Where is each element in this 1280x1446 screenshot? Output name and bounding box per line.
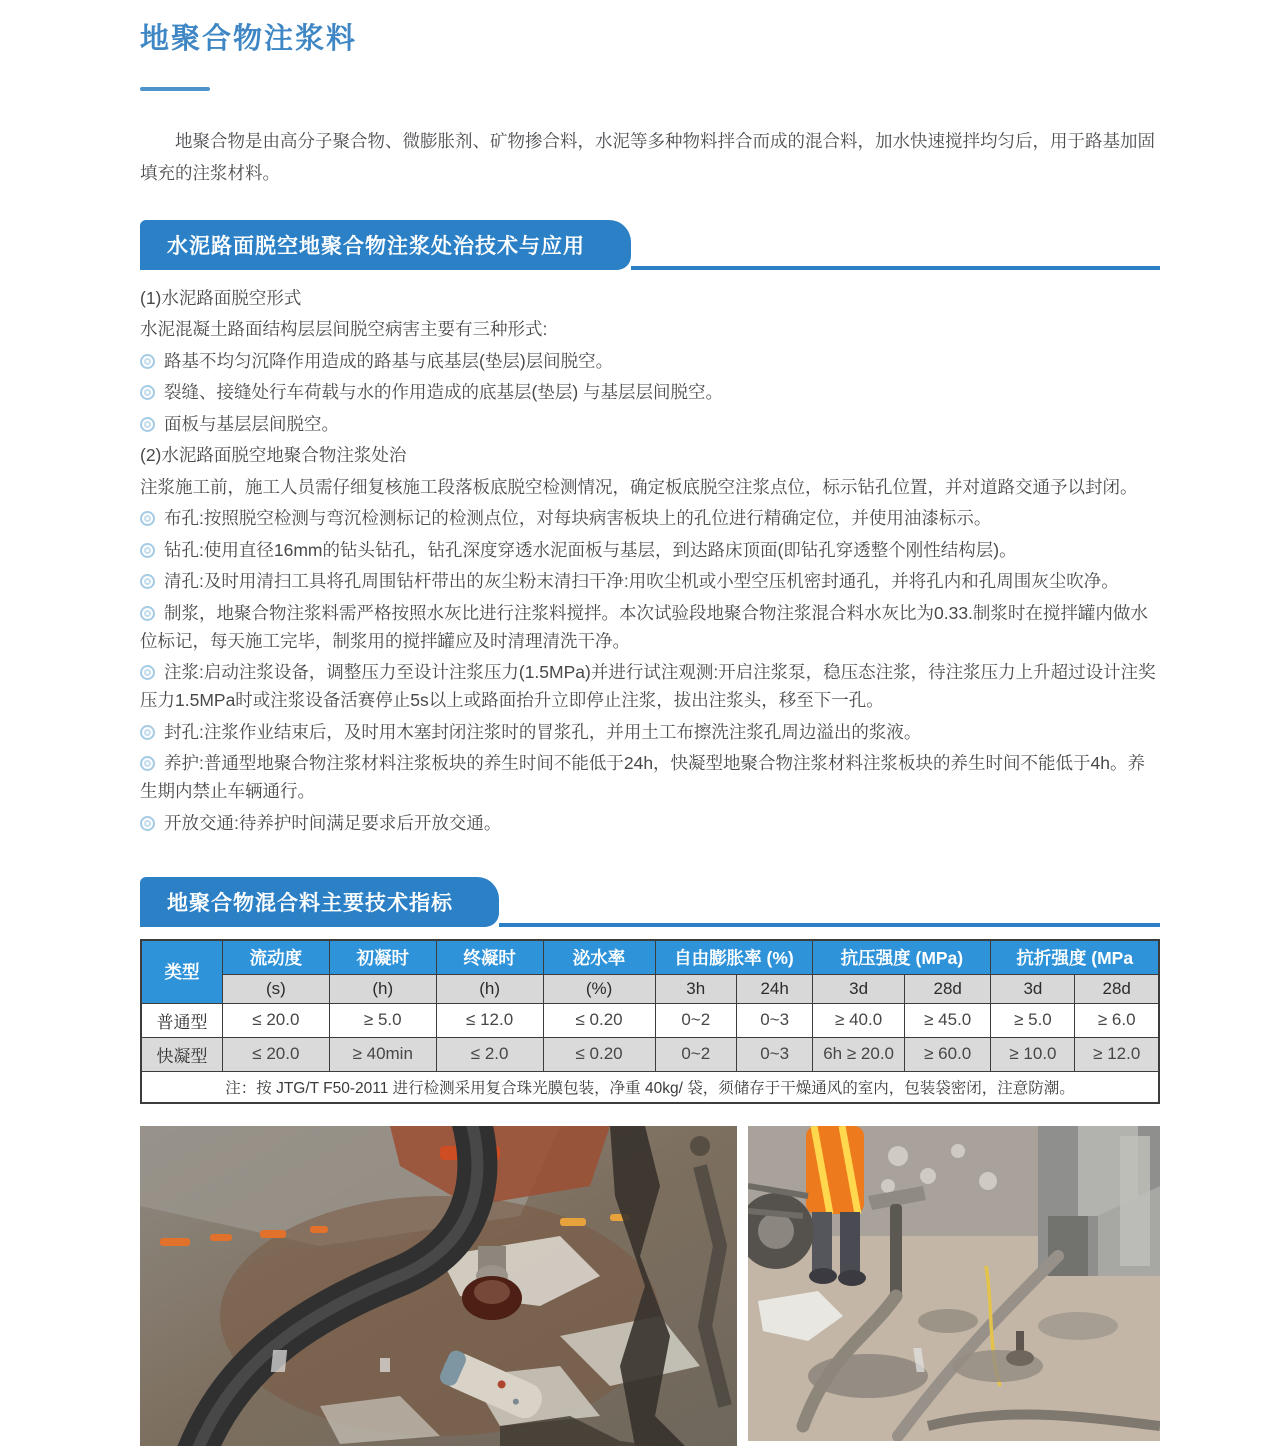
grouting-site-illustration bbox=[748, 1126, 1160, 1441]
col-header-free-expansion: 自由膨胀率 (%) bbox=[655, 940, 813, 975]
ring-bullet-icon bbox=[140, 511, 155, 526]
ring-bullet-icon bbox=[140, 354, 155, 369]
list-item bbox=[140, 749, 1160, 805]
section1-body bbox=[140, 284, 1160, 837]
list-item bbox=[140, 315, 1160, 343]
list-item-text: 路基不均匀沉降作用造成的路基与底基层(垫层)层间脱空。 bbox=[164, 350, 614, 371]
title-underline bbox=[140, 87, 210, 91]
cell: ≤ 2.0 bbox=[436, 1037, 543, 1071]
cell: ≥ 40.0 bbox=[813, 1003, 905, 1037]
page-title: 地聚合物注浆料 bbox=[140, 23, 358, 55]
section1-banner: 水泥路面脱空地聚合物注浆处治技术与应用 bbox=[140, 220, 631, 270]
col-header-compressive: 抗压强度 (MPa) bbox=[813, 940, 991, 975]
ring-bullet-icon bbox=[140, 385, 155, 400]
list-item bbox=[140, 599, 1160, 655]
cell: ≥ 45.0 bbox=[904, 1003, 991, 1037]
table-row-normal-type bbox=[141, 1003, 1159, 1037]
list-item-text: 清孔:及时用清扫工具将孔周围钻杆带出的灰尘粉末清扫干净:用吹尘机或小型空压机密封通孔，并将孔内和孔周围灰尘吹净。 bbox=[164, 571, 1119, 592]
list-item-text: 布孔:按照脱空检测与弯沉检测标记的检测点位，对每块病害板块上的孔位进行精确定位，并使用油漆标示。 bbox=[164, 508, 992, 529]
unit-header: (s) bbox=[222, 974, 329, 1003]
next-page-bleed-artifact bbox=[380, 1358, 390, 1372]
photo-grout-injection-hole bbox=[140, 1126, 737, 1446]
ring-bullet-icon bbox=[140, 574, 155, 589]
table-row-fast-set-type bbox=[141, 1037, 1159, 1071]
section2-banner: 地聚合物混合料主要技术指标 bbox=[140, 877, 499, 927]
list-item bbox=[140, 473, 1160, 501]
list-item bbox=[140, 809, 1160, 837]
list-item bbox=[140, 284, 1160, 312]
cell: ≥ 40min bbox=[329, 1037, 436, 1071]
list-item-text: 开放交通:待养护时间满足要求后开放交通。 bbox=[164, 812, 502, 833]
list-item-text: 注浆:启动注浆设备，调整压力至设计注浆压力(1.5MPa)并进行试注观测:开启注浆泵，稳压态注浆，待注浆压力上升超过设计注奖压力1.5MPa时或注浆设备活赛停止5s以上或路面抬升立即停止注浆，拔出注浆头，移至下一孔。 bbox=[140, 662, 1156, 711]
page-content bbox=[140, 0, 1160, 1446]
cell: ≥ 10.0 bbox=[991, 1037, 1075, 1071]
unit-header: (%) bbox=[543, 974, 655, 1003]
list-item bbox=[140, 347, 1160, 375]
col-header-initial-set: 初凝时 bbox=[329, 940, 436, 975]
cell: 0~3 bbox=[736, 1037, 812, 1071]
cell: ≤ 0.20 bbox=[543, 1003, 655, 1037]
cell: 0~3 bbox=[736, 1003, 812, 1037]
list-item-text: 水泥混凝土路面结构层层间脱空病害主要有三种形式: bbox=[140, 319, 548, 340]
unit-header: 3h bbox=[655, 974, 736, 1003]
grout-injection-hole-illustration bbox=[140, 1126, 737, 1446]
photo-grouting-site-worker bbox=[748, 1126, 1160, 1441]
list-item-text: (2)水泥路面脱空地聚合物注浆处治 bbox=[140, 445, 407, 466]
cell: ≥ 6.0 bbox=[1075, 1003, 1159, 1037]
list-item-text: 封孔:注浆作业结束后，及时用木塞封闭注浆时的冒浆孔，并用土工布擦洗注浆孔周边溢出的浆液。 bbox=[164, 721, 922, 742]
unit-header: 3d bbox=[991, 974, 1075, 1003]
spec-table bbox=[140, 939, 1160, 1104]
row-label: 普通型 bbox=[141, 1003, 222, 1037]
cell: ≥ 60.0 bbox=[904, 1037, 991, 1071]
col-header-bleeding: 泌水率 bbox=[543, 940, 655, 975]
cell: ≤ 12.0 bbox=[436, 1003, 543, 1037]
list-item bbox=[140, 718, 1160, 746]
list-item bbox=[140, 378, 1160, 406]
unit-header: 24h bbox=[736, 974, 812, 1003]
list-item bbox=[140, 658, 1160, 714]
unit-header: (h) bbox=[329, 974, 436, 1003]
cell: ≥ 12.0 bbox=[1075, 1037, 1159, 1071]
cell: ≥ 5.0 bbox=[991, 1003, 1075, 1037]
col-header-type: 类型 bbox=[141, 940, 222, 1004]
unit-header: 3d bbox=[813, 974, 905, 1003]
cell: 0~2 bbox=[655, 1003, 736, 1037]
list-item bbox=[140, 441, 1160, 469]
table-note: 注：按 JTG/T F50-2011 进行检测采用复合珠光膜包装，净重 40kg/ 袋，须储存于干燥通风的室内，包装袋密闭，注意防潮。 bbox=[141, 1071, 1159, 1103]
list-item-text: 钻孔:使用直径16mm的钻头钻孔，钻孔深度穿透水泥面板与基层，到达路床顶面(即钻孔穿透整个刚性结构层)。 bbox=[164, 539, 1017, 560]
unit-header: (h) bbox=[436, 974, 543, 1003]
list-item-text: 面板与基层层间脱空。 bbox=[164, 413, 339, 434]
unit-header: 28d bbox=[1075, 974, 1159, 1003]
section1-banner-row bbox=[140, 220, 1160, 270]
photo-row bbox=[140, 1126, 1160, 1446]
cell: ≤ 0.20 bbox=[543, 1037, 655, 1071]
list-item-text: 制浆，地聚合物注浆料需严格按照水灰比进行注浆料搅拌。本次试验段地聚合物注浆混合料水灰比为0.33.制浆时在搅拌罐内做水位标记，每天施工完毕，制浆用的搅拌罐应及时清理清洗干净。 bbox=[140, 602, 1148, 651]
list-item bbox=[140, 410, 1160, 438]
cell: ≥ 5.0 bbox=[329, 1003, 436, 1037]
ring-bullet-icon bbox=[140, 606, 155, 621]
cell: ≤ 20.0 bbox=[222, 1003, 329, 1037]
intro-paragraph: 地聚合物是由高分子聚合物、微膨胀剂、矿物掺合料，水泥等多种物料拌合而成的混合料，加水快速搅拌均匀后，用于路基加固填充的注浆材料。 bbox=[140, 131, 1155, 184]
ring-bullet-icon bbox=[140, 756, 155, 771]
cell: ≤ 20.0 bbox=[222, 1037, 329, 1071]
row-label: 快凝型 bbox=[141, 1037, 222, 1071]
section2-banner-row bbox=[140, 877, 1160, 927]
list-item bbox=[140, 536, 1160, 564]
unit-header: 28d bbox=[904, 974, 991, 1003]
table-header-row-1 bbox=[141, 940, 1159, 975]
cell: 0~2 bbox=[655, 1037, 736, 1071]
col-header-flow: 流动度 bbox=[222, 940, 329, 975]
list-item bbox=[140, 567, 1160, 595]
col-header-flexural: 抗折强度 (MPa bbox=[991, 940, 1159, 975]
ring-bullet-icon bbox=[140, 725, 155, 740]
ring-bullet-icon bbox=[140, 543, 155, 558]
ring-bullet-icon bbox=[140, 417, 155, 432]
list-item-text: 注浆施工前，施工人员需仔细复核施工段落板底脱空检测情况，确定板底脱空注浆点位，标示钻孔位置，并对道路交通予以封闭。 bbox=[140, 476, 1138, 497]
list-item bbox=[140, 504, 1160, 532]
table-header-row-2 bbox=[141, 974, 1159, 1003]
section2-banner-line bbox=[499, 923, 1160, 927]
section1-banner-line bbox=[631, 266, 1160, 270]
col-header-final-set: 终凝时 bbox=[436, 940, 543, 975]
ring-bullet-icon bbox=[140, 665, 155, 680]
next-page-bleed-artifact bbox=[271, 1350, 287, 1372]
table-note-row bbox=[141, 1071, 1159, 1103]
list-item-text: (1)水泥路面脱空形式 bbox=[140, 287, 302, 308]
list-item-text: 养护:普通型地聚合物注浆材料注浆板块的养生时间不能低于24h，快凝型地聚合物注浆材料注浆板块的养生时间不能低于4h。养生期内禁止车辆通行。 bbox=[140, 753, 1146, 802]
ring-bullet-icon bbox=[140, 816, 155, 831]
list-item-text: 裂缝、接缝处行车荷载与水的作用造成的底基层(垫层) 与基层层间脱空。 bbox=[164, 382, 724, 403]
cell: 6h ≥ 20.0 bbox=[813, 1037, 905, 1071]
